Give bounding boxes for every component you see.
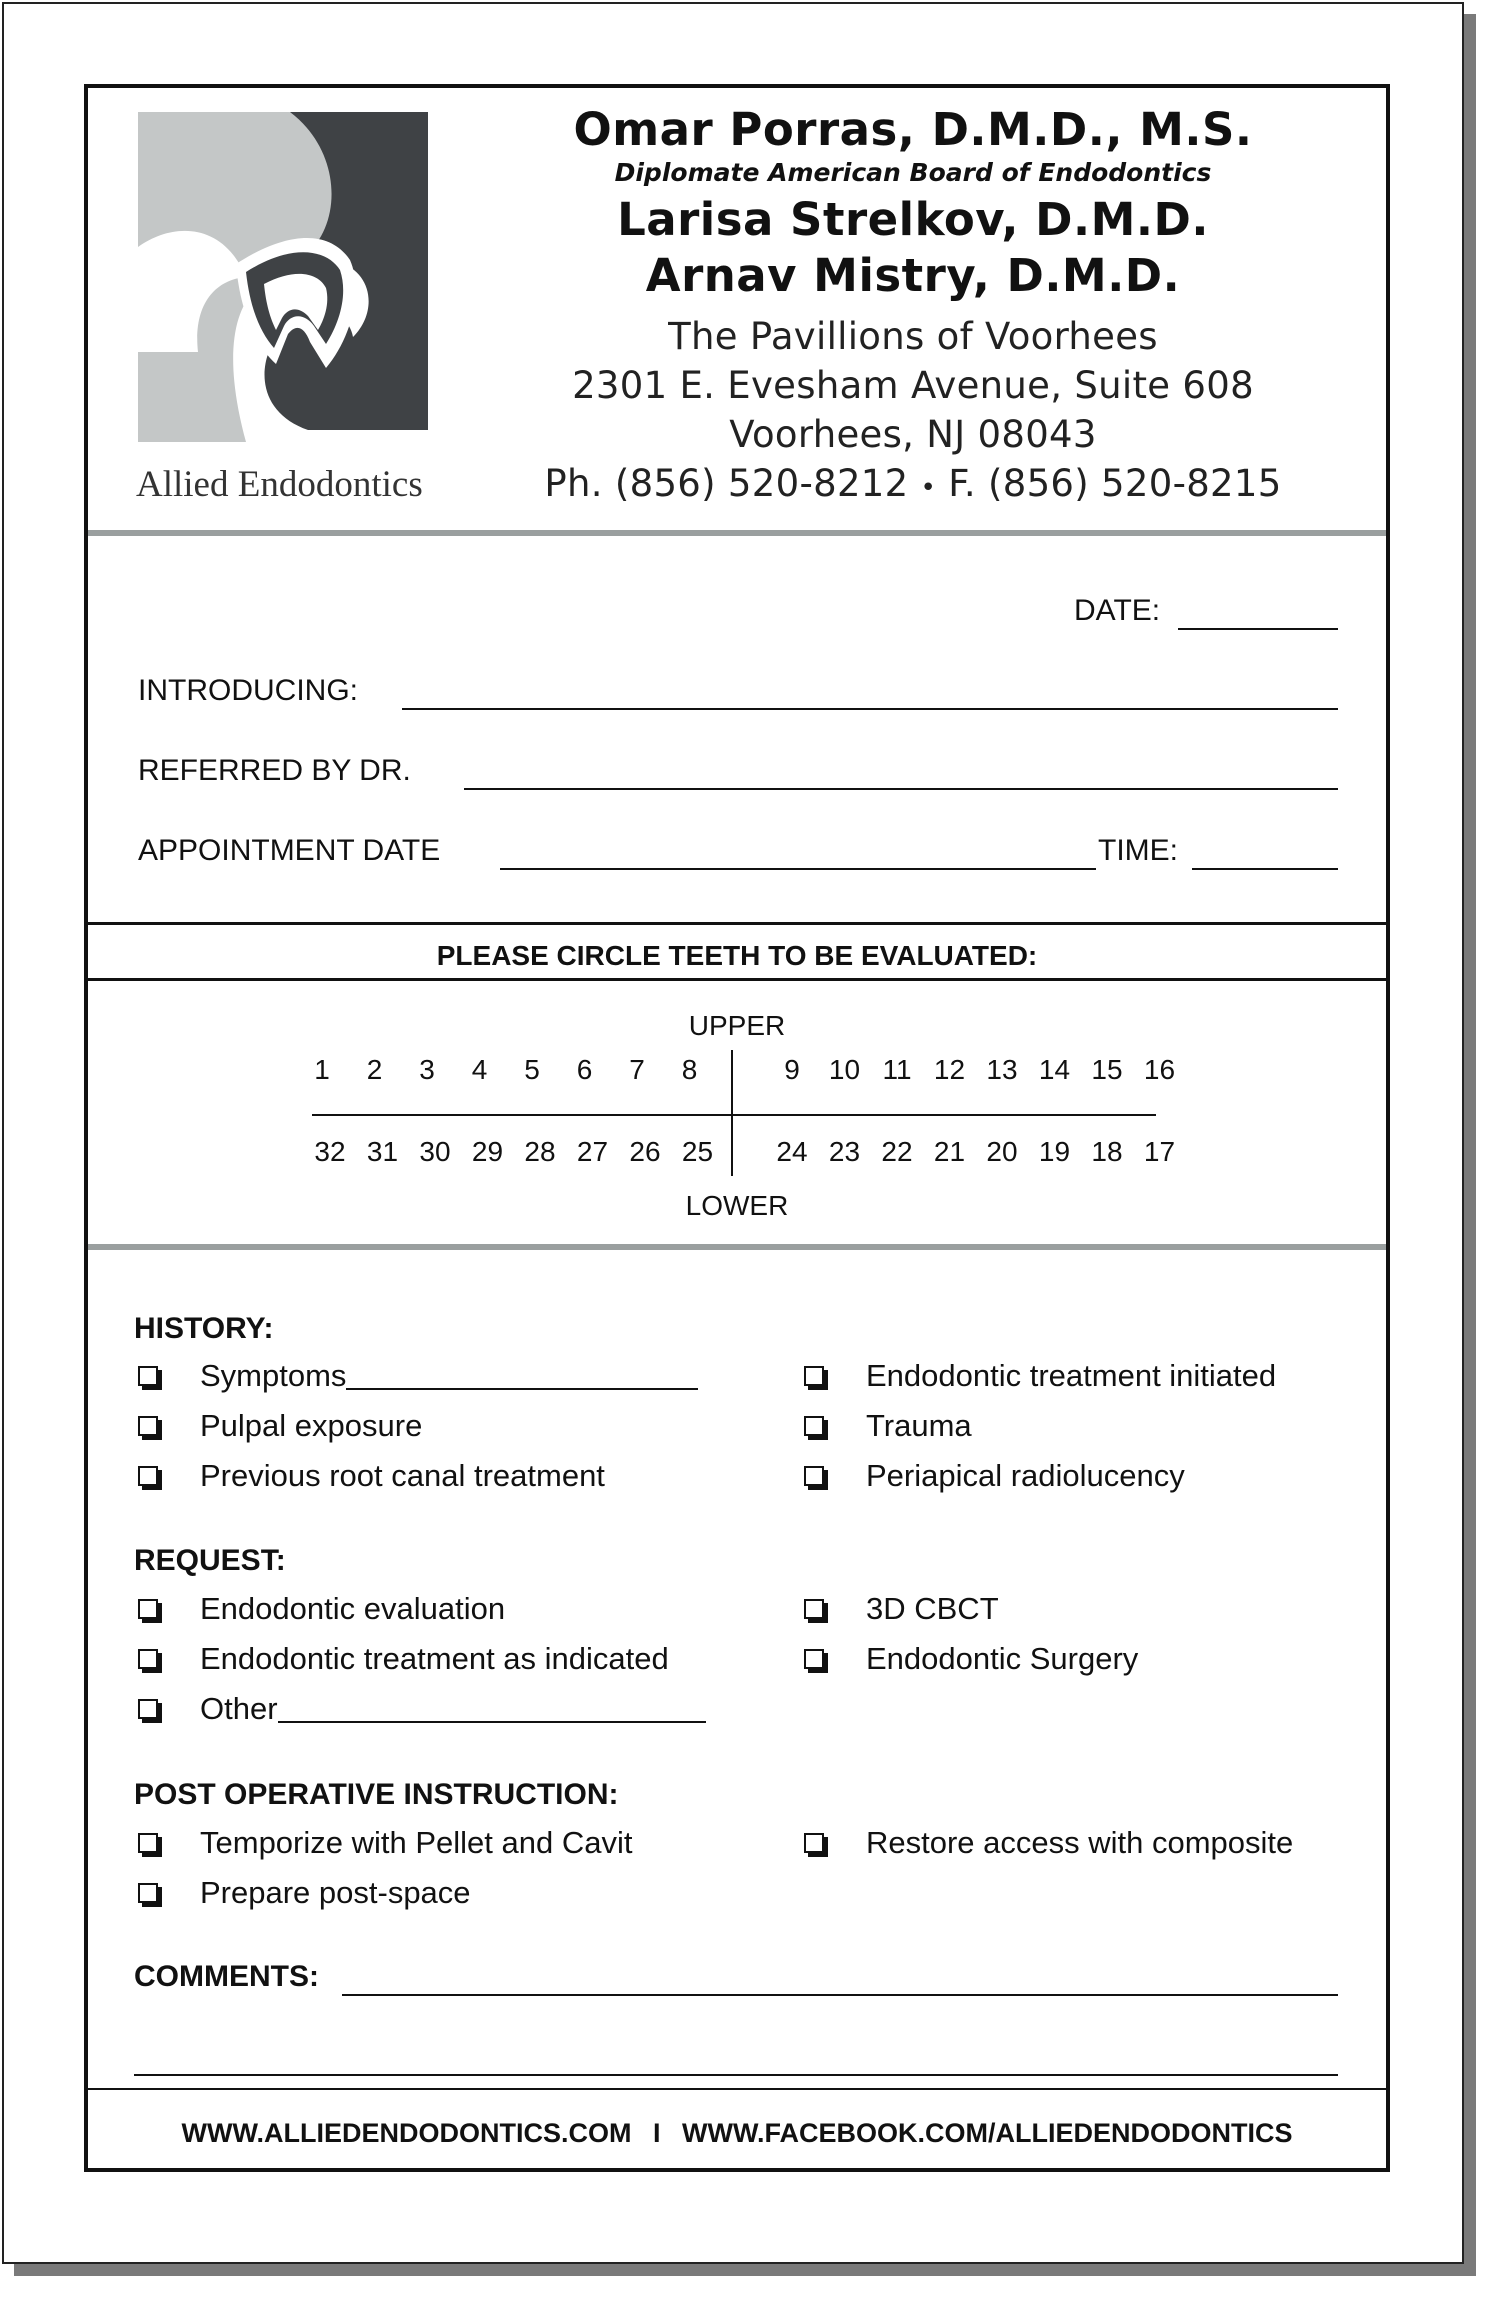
- tooth-6[interactable]: 6: [576, 1054, 593, 1085]
- tooth-26[interactable]: 26: [629, 1136, 661, 1167]
- history-periapical-radiolucency: [804, 1458, 1185, 1494]
- checkbox-label: Symptoms: [200, 1358, 347, 1393]
- checkbox-label: Endodontic Surgery: [866, 1641, 1139, 1676]
- request-endo-treatment: [138, 1641, 669, 1677]
- tooth-30[interactable]: 30: [419, 1136, 451, 1167]
- doctor-1-name: Omar Porras, D.M.D., M.S.: [573, 103, 1253, 156]
- tooth-22[interactable]: 22: [881, 1136, 913, 1167]
- header-divider: [88, 530, 1386, 536]
- tooth-12[interactable]: 12: [933, 1054, 966, 1085]
- facebook-link[interactable]: WWW.FACEBOOK.COM/ALLIEDENDODONTICS: [682, 2118, 1293, 2148]
- upper-label: UPPER: [688, 1010, 786, 1041]
- checkbox[interactable]: [138, 1466, 158, 1486]
- tooth-2[interactable]: 2: [366, 1054, 383, 1085]
- checkbox-label: Previous root canal treatment: [200, 1458, 605, 1493]
- checkbox-label: Endodontic treatment initiated: [866, 1358, 1277, 1393]
- date-field[interactable]: [1178, 628, 1338, 630]
- checkbox-label: Other: [200, 1691, 278, 1726]
- referred-by-field[interactable]: [464, 788, 1338, 790]
- checkbox-label: Periapical radiolucency: [866, 1458, 1185, 1493]
- date-label: DATE:: [1074, 594, 1161, 627]
- checkbox-label: Trauma: [866, 1408, 972, 1443]
- time-label: TIME:: [1098, 834, 1178, 867]
- post-op-temporize: [138, 1825, 632, 1861]
- checkbox[interactable]: [138, 1416, 158, 1436]
- tooth-17[interactable]: 17: [1143, 1136, 1176, 1167]
- tooth-20[interactable]: 20: [986, 1136, 1018, 1167]
- history-heading: HISTORY:: [134, 1312, 274, 1345]
- checkbox[interactable]: [804, 1366, 824, 1386]
- comments-field-line-1[interactable]: [342, 1994, 1338, 1996]
- request-endo-surgery: [804, 1641, 1138, 1677]
- chart-title-divider: [88, 978, 1386, 981]
- tooth-5[interactable]: 5: [524, 1054, 540, 1085]
- lower-label: LOWER: [685, 1190, 789, 1221]
- doctor-3-name: Arnav Mistry, D.M.D.: [645, 249, 1181, 302]
- tooth-21[interactable]: 21: [933, 1136, 966, 1167]
- fields-divider: [88, 922, 1386, 925]
- phone-number: Ph. (856) 520-8212: [544, 462, 909, 505]
- practice-header: [528, 102, 1298, 513]
- appointment-date-label: APPOINTMENT DATE: [138, 834, 441, 867]
- tooth-28[interactable]: 28: [524, 1136, 556, 1167]
- checkbox-label: Endodontic treatment as indicated: [200, 1641, 669, 1676]
- comments-field-line-2[interactable]: [134, 2074, 1338, 2076]
- checkbox-label: Restore access with composite: [866, 1825, 1294, 1860]
- post-op-heading: POST OPERATIVE INSTRUCTION:: [134, 1778, 619, 1811]
- history-endo-initiated: [804, 1358, 1276, 1394]
- request-endo-evaluation: [138, 1591, 505, 1627]
- address-line-2: 2301 E. Evesham Avenue, Suite 608: [572, 364, 1254, 407]
- tooth-16[interactable]: 16: [1143, 1054, 1176, 1085]
- post-op-restore-composite: [804, 1825, 1293, 1861]
- introducing-field[interactable]: [402, 708, 1338, 710]
- address-line-1: The Pavillions of Voorhees: [668, 315, 1158, 358]
- checkbox-label: Endodontic evaluation: [200, 1591, 506, 1626]
- footer: [88, 2118, 1386, 2149]
- doctor-1-title: Diplomate American Board of Endodontics: [614, 158, 1212, 187]
- checkbox-label: Temporize with Pellet and Cavit: [200, 1825, 633, 1860]
- tooth-31[interactable]: 31: [366, 1136, 399, 1167]
- footer-divider: [88, 2088, 1386, 2090]
- history-previous-root-canal: [138, 1458, 605, 1494]
- doctor-2-name: Larisa Strelkov, D.M.D.: [617, 193, 1209, 246]
- tooth-15[interactable]: 15: [1091, 1054, 1123, 1085]
- request-other: [138, 1691, 706, 1727]
- tooth-24[interactable]: 24: [776, 1136, 808, 1167]
- checkbox[interactable]: [804, 1416, 824, 1436]
- tooth-3[interactable]: 3: [419, 1054, 435, 1085]
- teeth-chart-title: PLEASE CIRCLE TEETH TO BE EVALUATED:: [436, 940, 1038, 971]
- tooth-1[interactable]: 1: [314, 1054, 330, 1085]
- checkbox-label: Pulpal exposure: [200, 1408, 423, 1443]
- tooth-19[interactable]: 19: [1038, 1136, 1071, 1167]
- chart-divider: [88, 1244, 1386, 1250]
- tooth-7[interactable]: 7: [629, 1054, 645, 1085]
- tooth-27[interactable]: 27: [576, 1136, 609, 1167]
- referred-by-label: REFERRED BY DR.: [138, 754, 411, 787]
- tooth-11[interactable]: 11: [882, 1054, 912, 1085]
- comments-label: COMMENTS:: [134, 1960, 319, 1993]
- checkbox[interactable]: [138, 1699, 158, 1719]
- website-link[interactable]: WWW.ALLIEDENDODONTICS.COM: [181, 2118, 632, 2148]
- checkbox[interactable]: [804, 1466, 824, 1486]
- checkbox[interactable]: [138, 1883, 158, 1903]
- checkbox[interactable]: [804, 1599, 824, 1619]
- history-pulpal-exposure: [138, 1408, 422, 1444]
- contact-line: [528, 459, 1298, 513]
- referral-card: [2, 2, 1464, 2264]
- tooth-13[interactable]: 13: [986, 1054, 1018, 1085]
- tooth-23[interactable]: 23: [828, 1136, 861, 1167]
- symptoms-field[interactable]: [346, 1362, 698, 1390]
- tooth-18[interactable]: 18: [1091, 1136, 1123, 1167]
- checkbox[interactable]: [138, 1599, 158, 1619]
- tooth-10[interactable]: 10: [828, 1054, 861, 1085]
- request-heading: REQUEST:: [134, 1544, 286, 1577]
- history-trauma: [804, 1408, 972, 1444]
- address-line-3: Voorhees, NJ 08043: [729, 413, 1097, 456]
- request-3d-cbct: [804, 1591, 999, 1627]
- referral-form: [84, 84, 1390, 2172]
- checkbox[interactable]: [804, 1649, 824, 1669]
- tooth-9[interactable]: 9: [784, 1054, 800, 1085]
- chart-vertical-line: [731, 1050, 733, 1176]
- time-field[interactable]: [1192, 868, 1338, 870]
- checkbox[interactable]: [804, 1833, 824, 1853]
- tooth-32[interactable]: 32: [314, 1136, 346, 1167]
- chart-horizontal-line: [312, 1114, 1156, 1116]
- introducing-label: INTRODUCING:: [138, 674, 358, 707]
- checkbox-label: 3D CBCT: [866, 1591, 999, 1626]
- logo-text: Allied Endodontics: [136, 464, 423, 505]
- tooth-29[interactable]: 29: [471, 1136, 504, 1167]
- tooth-8[interactable]: 8: [681, 1054, 698, 1085]
- checkbox[interactable]: [138, 1649, 158, 1669]
- tooth-14[interactable]: 14: [1038, 1054, 1071, 1085]
- tooth-4[interactable]: 4: [471, 1054, 488, 1085]
- bullet-separator: •: [920, 473, 937, 503]
- post-op-prepare-post-space: [138, 1875, 471, 1911]
- footer-separator: I: [652, 2118, 661, 2148]
- appointment-date-field[interactable]: [500, 868, 1096, 870]
- fax-number: F. (856) 520-8215: [948, 462, 1282, 505]
- checkbox-label: Prepare post-space: [200, 1875, 471, 1910]
- history-symptoms: [138, 1358, 698, 1394]
- checkbox[interactable]: [138, 1366, 158, 1386]
- checkbox[interactable]: [138, 1833, 158, 1853]
- other-field[interactable]: [278, 1695, 706, 1723]
- tooth-25[interactable]: 25: [681, 1136, 714, 1167]
